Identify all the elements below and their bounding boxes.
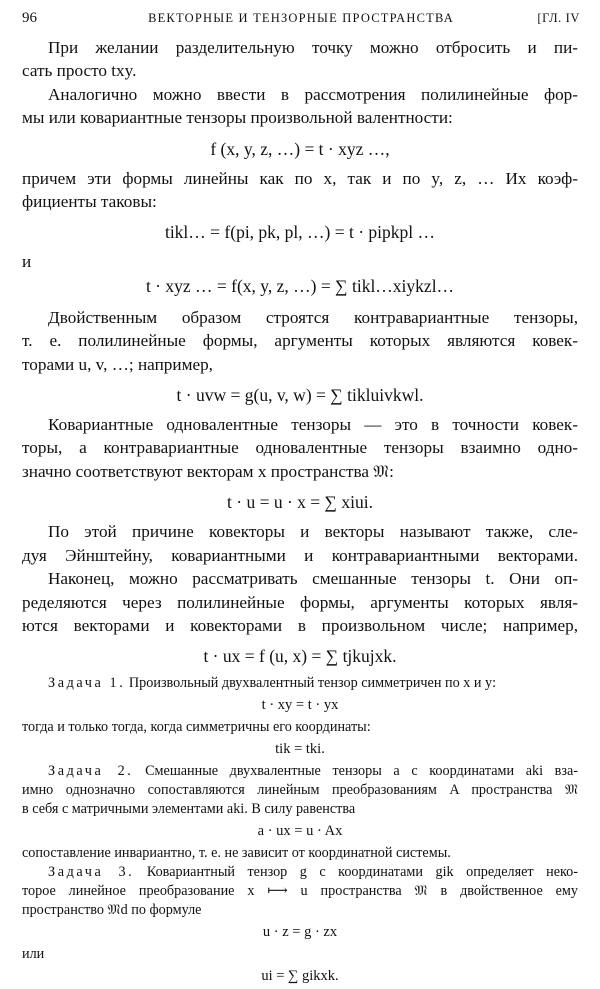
task-text: Ковариантный тензор g с координатами gik определяет неко- xyxy=(146,864,579,881)
text-line: сопоставление инвариантно, т. е. не зависит от координатной системы. xyxy=(22,845,451,862)
paragraph-4 xyxy=(22,306,578,376)
page-body xyxy=(22,36,578,989)
paragraph-3 xyxy=(22,167,578,214)
text-line: ределяются через полилинейные формы, аргументы которых явля- xyxy=(22,592,578,612)
task-formula: a · ux = u · Ax xyxy=(257,823,343,840)
text-line xyxy=(22,674,578,693)
text-line: Наконец, можно рассматривать смешанные тензоры t. Они оп- xyxy=(48,569,578,589)
text-line: в себя с матричными элементами aki. В силу равенства xyxy=(22,801,356,818)
text-line: При желании разделительную точку можно отбросить и пи- xyxy=(48,38,578,57)
text-line: т. е. полилинейные формы, аргументы которых являются ковек- xyxy=(22,331,578,351)
task-label: Задача 3. xyxy=(48,864,135,881)
text-line: По этой причине ковекторы и векторы называют также, сле- xyxy=(48,522,578,542)
text-line: тогда и только тогда, когда симметричны его координаты: xyxy=(22,719,371,736)
text-line: мы или ковариантные тензоры произвольной валентности: xyxy=(22,108,453,128)
task-formula: u · z = g · zx xyxy=(262,924,338,941)
formula-5: t · u = u · x = ∑ xiui. xyxy=(227,492,373,513)
text-line: значно соответствуют векторам x пространства 𝔐: xyxy=(22,461,394,481)
task-text: Смешанные двухвалентные тензоры a с координатами aki вза- xyxy=(145,763,578,780)
text-line: Аналогично можно ввести в рассмотрения полилинейные фор- xyxy=(48,84,578,104)
formula-3: t · xyz … = f(x, y, z, …) = ∑ tikl…xiykzl… xyxy=(145,275,455,296)
text-line: ются векторами и ковекторами в произвольном числе; например, xyxy=(22,615,578,635)
text-line: Ковариантные одновалентные тензоры — это в точности ковек- xyxy=(48,415,578,435)
task-formula: t · xy = t · yx xyxy=(261,697,339,714)
task-3 xyxy=(22,863,578,987)
formula-6: t · ux = f (u, x) = ∑ tjkujxk. xyxy=(203,646,397,667)
paragraph-7 xyxy=(22,567,578,637)
task-2 xyxy=(22,762,578,863)
text-line: пространство 𝔐d по формуле xyxy=(22,902,202,919)
page-number: 96 xyxy=(22,10,37,26)
text-line: сать просто txy. xyxy=(22,61,137,81)
text-line: причем эти формы линейны как по x, так и по y, z, … Их коэф- xyxy=(22,168,578,188)
task-formula: ui = ∑ gikxk. xyxy=(261,968,339,985)
text-line xyxy=(22,762,578,781)
chapter-label: [ГЛ. IV xyxy=(537,11,580,25)
paragraph-1 xyxy=(22,36,578,83)
task-label: Задача 2. xyxy=(48,763,134,780)
formula-1: f (x, y, z, …) = t · xyz …, xyxy=(210,138,390,159)
paragraph-6 xyxy=(22,520,578,567)
page-header xyxy=(22,10,580,32)
running-title: ВЕКТОРНЫЕ И ТЕНЗОРНЫЕ ПРОСТРАНСТВА xyxy=(148,11,454,25)
text-line: торое линейное преобразование x ⟼ u пространства 𝔐 в двойственное ему xyxy=(22,883,578,900)
paragraph-5 xyxy=(22,413,578,483)
text-line: фициенты таковы: xyxy=(22,192,157,212)
or-word: или xyxy=(22,946,45,963)
text-line: дуя Эйнштейну, ковариантными и контравариантными векторами. xyxy=(22,545,578,565)
paragraph-2 xyxy=(22,83,578,130)
text-line: имно однозначно сопоставляются линейным преобразованиям A пространства 𝔐 xyxy=(22,782,578,799)
task-formula: tik = tki. xyxy=(275,741,325,758)
and-word: и xyxy=(22,252,32,272)
text-line: торы, а контравариантные одновалентные тензоры взаимно одно- xyxy=(22,438,578,458)
text-line: Двойственным образом строятся контравариантные тензоры, xyxy=(48,307,578,327)
text-line xyxy=(22,863,578,882)
text-line: торами u, v, …; например, xyxy=(22,354,213,374)
formula-2: tikl… = f(pi, pk, pl, …) = t · pipkpl … xyxy=(164,222,436,243)
task-1 xyxy=(22,674,578,760)
formula-4: t · uvw = g(u, v, w) = ∑ tikluivkwl. xyxy=(176,385,424,406)
task-text: Произвольный двухвалентный тензор симметричен по x и y: xyxy=(128,675,497,692)
task-label: Задача 1. xyxy=(48,675,126,692)
